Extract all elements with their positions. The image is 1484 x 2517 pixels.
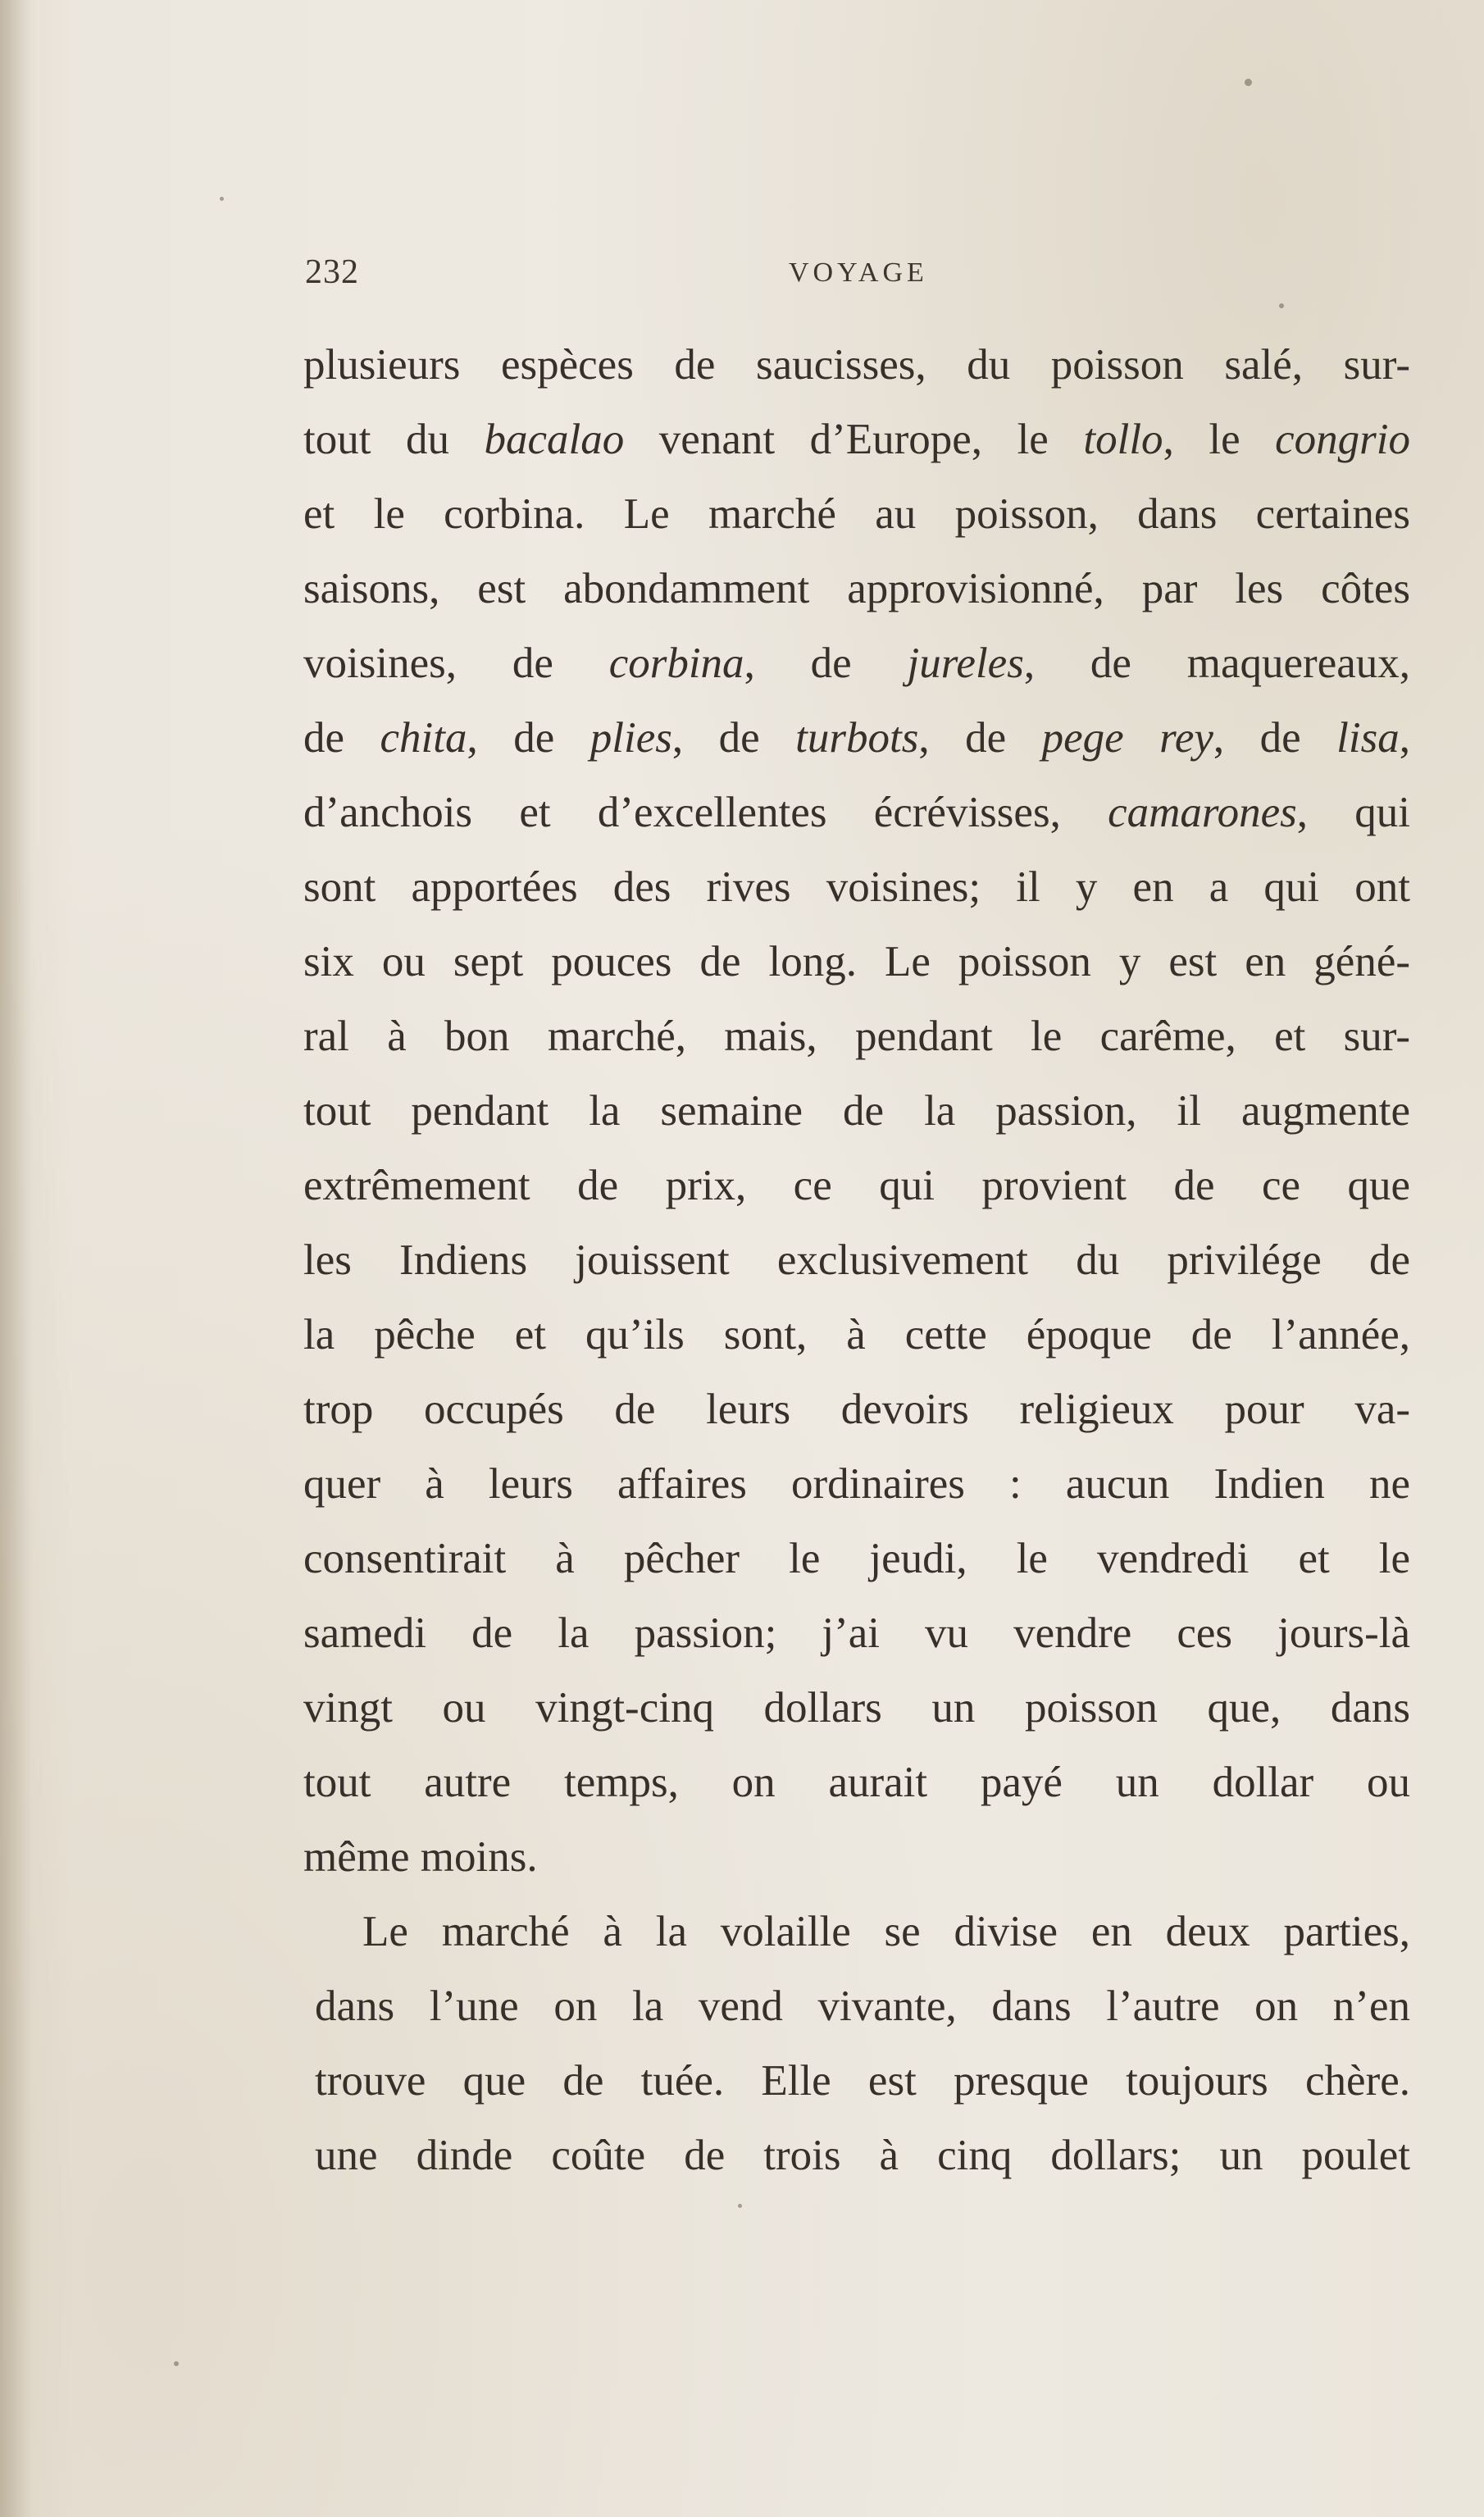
text-line: samedi de la passion; j’ai vu vendre ces jours-là [303, 1609, 1410, 1657]
binding-shadow [0, 0, 33, 2517]
running-head: VOYAGE [789, 257, 928, 288]
text-line: la pêche et qu’ils sont, à cette époque de l’année, [303, 1311, 1410, 1359]
paper-speck [220, 197, 224, 201]
page-number: 232 [305, 253, 359, 291]
paragraph-first-line: Le marché à la volaille se divise en deux parties, [362, 1908, 1410, 1955]
paper-speck [1245, 79, 1252, 86]
text-line: tout autre temps, on aurait payé un dollar ou [303, 1759, 1410, 1806]
text-line: plusieurs espèces de saucisses, du poisson salé, sur- [303, 341, 1410, 389]
paper-speck [1279, 303, 1284, 308]
text-line: ral à bon marché, mais, pendant le carême, et sur- [303, 1013, 1410, 1060]
paper-speck [174, 2361, 179, 2366]
body-text [303, 328, 1410, 2193]
text-line: de chita, de plies, de turbots, de pege rey, de lisa, [303, 714, 1410, 762]
text-line: trouve que de tuée. Elle est presque toujours chère. [315, 2057, 1410, 2105]
text-line: vingt ou vingt-cinq dollars un poisson que, dans [303, 1684, 1410, 1732]
text-line: saisons, est abondamment approvisionné, par les côtes [303, 565, 1410, 612]
text-line: extrêmement de prix, ce qui provient de ce que [303, 1162, 1410, 1209]
text-line: quer à leurs affaires ordinaires : aucun Indien ne [303, 1460, 1410, 1508]
text-line: tout du bacalao venant d’Europe, le tollo, le congrio [303, 416, 1410, 463]
text-line: consentirait à pêcher le jeudi, le vendredi et le [303, 1535, 1410, 1582]
text-line: trop occupés de leurs devoirs religieux pour va- [303, 1386, 1410, 1433]
paper-speck [738, 2204, 742, 2208]
text-line: d’anchois et d’excellentes écrévisses, camarones, qui [303, 789, 1410, 836]
text-line: les Indiens jouissent exclusivement du privilége de [303, 1236, 1410, 1284]
text-line: une dinde coûte de trois à cinq dollars; un poulet [315, 2132, 1410, 2179]
text-line: dans l’une on la vend vivante, dans l’autre on n’en [315, 1982, 1410, 2030]
text-line: et le corbina. Le marché au poisson, dans certaines [303, 490, 1410, 538]
text-line: sont apportées des rives voisines; il y en a qui ont [303, 863, 1410, 911]
text-line: six ou sept pouces de long. Le poisson y est en géné- [303, 938, 1410, 985]
page-header [305, 253, 1404, 302]
text-line: même moins. [303, 1833, 538, 1881]
text-line: tout pendant la semaine de la passion, il augmente [303, 1087, 1410, 1135]
text-line: voisines, de corbina, de jureles, de maquereaux, [303, 639, 1411, 687]
